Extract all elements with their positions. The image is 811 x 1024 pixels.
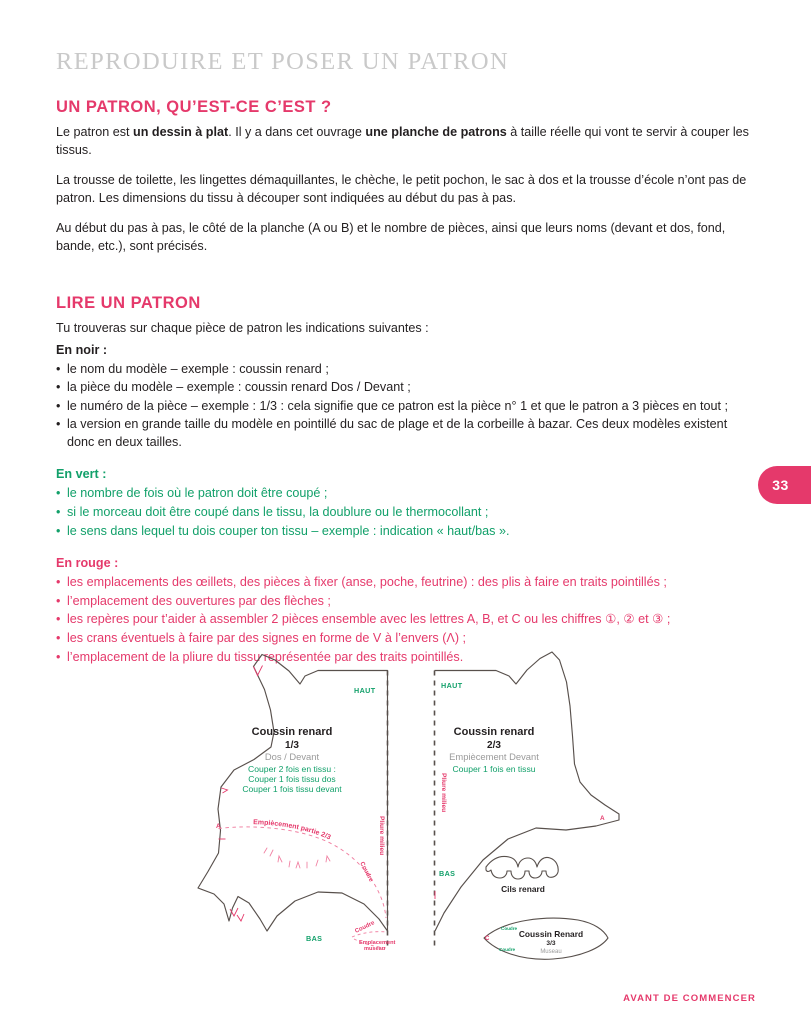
list-item: • le nom du modèle – exemple : coussin renard ; [56, 361, 756, 379]
page-number-tab [758, 466, 811, 504]
list-item: • le numéro de la pièce – exemple : 1/3 : cela signifie que ce patron est la pièce n° 1 et que le patron a 3 pièces en tout ; [56, 398, 756, 416]
piece1-number: 1/3 [285, 740, 299, 751]
piece3-mark-bottom: Coudre [499, 947, 516, 952]
piece1-cut-1: Couper 2 fois en tissu : [248, 764, 336, 774]
text-fragment: . Il y a dans cet ouvrage [228, 125, 366, 139]
list-item: • l’emplacement des ouvertures par des flèches ; [56, 593, 756, 611]
piece1-part: Dos / Devant [264, 751, 320, 762]
piece1-empiecement-curve [219, 827, 387, 918]
piece2-title: Coussin renard [453, 726, 535, 738]
list-item: • les emplacements des œillets, des pièces à fixer (anse, poche, feutrine) : des plis à faire en traits pointillés ; [56, 574, 756, 592]
piece1-title: Coussin renard [251, 726, 333, 738]
list-item: • l’emplacement de la pliure du tissu représentée par des traits pointillés. [56, 649, 756, 667]
piece1-label-coudre-2: Coudre [354, 920, 376, 935]
piece1-stitch-marks [264, 848, 330, 868]
sewing-pattern-illustration [196, 648, 656, 978]
list-item: • les repères pour t’aider à assembler 2 pièces ensemble avec les lettres A, B, et C ou les chiffres ①, ② et ③ ; [56, 611, 756, 629]
subheading-en-noir: En noir : [56, 342, 108, 357]
pattern-piece-3 [484, 918, 608, 959]
text-bold-dessin-a-plat: un dessin à plat [133, 125, 229, 139]
paragraph-planche-side: Au début du pas à pas, le côté de la planche (A ou B) et le nombre de pièces, ainsi que leurs noms (devant et dos, fond, bande, etc.), sont précisés. [56, 221, 726, 253]
piece1-label-pliure: Pliure milieu [378, 816, 385, 856]
pattern-piece-cils [486, 856, 558, 894]
piece1-marker-a: A [216, 823, 221, 830]
section-heading-un-patron: UN PATRON, QU’EST-CE C’EST ? [56, 98, 332, 116]
list-item: • le sens dans lequel tu dois couper ton tissu – exemple : indication « haut/bas ». [56, 523, 756, 541]
list-item: • les crans éventuels à faire par des signes en forme de V à l’envers (Λ) ; [56, 630, 756, 648]
section-spacer [56, 268, 756, 294]
pattern-piece-2 [435, 652, 620, 948]
piece3-mark-top: Coudre [501, 926, 518, 931]
piece2-label-bas: BAS [439, 869, 456, 878]
paragraph-definition [56, 124, 756, 159]
pattern-piece-1 [198, 655, 396, 953]
text-fragment: à taille réelle qui vont te servir à couper les tissus. [56, 125, 749, 157]
piece3-title: Coussin Renard [518, 929, 584, 939]
piece1-label-haut: HAUT [354, 686, 376, 695]
list-item: • si le morceau doit être coupé dans le tissu, la doublure ou le thermocollant ; [56, 504, 756, 522]
piece1-label-emplacement-museau-2: museau [364, 946, 386, 952]
piece2-marker-a: A [600, 815, 605, 822]
chapter-title: REPRODUIRE ET POSER UN PATRON [56, 48, 510, 75]
subheading-en-rouge: En rouge : [56, 556, 119, 571]
piece1-cut-2: Couper 1 fois tissu dos [248, 774, 336, 784]
piece1-label-coudre-1: Coudre [358, 860, 375, 884]
piece1-label-bas: BAS [306, 934, 323, 943]
piece3-part: Museau [540, 949, 562, 955]
piece1-cut-3: Couper 1 fois tissu devant [242, 784, 342, 794]
piece1-label-empiecement: Empiècement partie 2/3 [253, 819, 332, 842]
piece2-cut-1: Couper 1 fois en tissu [452, 764, 536, 774]
lire-lead-text: Tu trouveras sur chaque pièce de patron les indications suivantes : [56, 321, 429, 335]
paragraph-no-pattern-items: La trousse de toilette, les lingettes démaquillantes, le chèche, le petit pochon, le sac à dos et la trousse d’école n’ont pas de patron. Les dimensions du tissu à découper sont indiquées au début du pas à pas. [56, 173, 747, 205]
piece2-label-pliure: Pliure milieu [440, 773, 447, 813]
list-en-vert [56, 485, 756, 540]
subheading-en-vert: En vert : [56, 467, 107, 482]
page-number: 33 [772, 477, 789, 493]
piece2-label-haut: HAUT [441, 681, 463, 690]
page-content [56, 48, 756, 667]
list-item: • le nombre de fois où le patron doit être coupé ; [56, 485, 756, 503]
page-footer: AVANT DE COMMENCER [623, 993, 756, 1004]
piece2-part: Empiècement Devant [449, 751, 539, 762]
list-item: • la pièce du modèle – exemple : coussin renard Dos / Devant ; [56, 379, 756, 397]
list-spacer [56, 541, 756, 555]
cils-outline [486, 856, 558, 879]
text-bold-planche-de-patrons: une planche de patrons [365, 125, 507, 139]
piece2-number: 2/3 [487, 740, 501, 751]
piece3-marker-c: C [485, 936, 490, 942]
list-spacer [56, 452, 756, 466]
cils-label: Cils renard [501, 884, 545, 894]
section-heading-lire-un-patron: LIRE UN PATRON [56, 294, 201, 312]
list-en-noir [56, 361, 756, 452]
text-fragment: Le patron est [56, 125, 134, 139]
piece1-label-emplacement-museau: Emplacement [359, 940, 396, 946]
piece3-number: 3/3 [546, 940, 556, 947]
list-item: • la version en grande taille du modèle en pointillé du sac de plage et de la corbeille à bazar. Ces deux modèles existent donc en deux tailles. [56, 416, 756, 451]
